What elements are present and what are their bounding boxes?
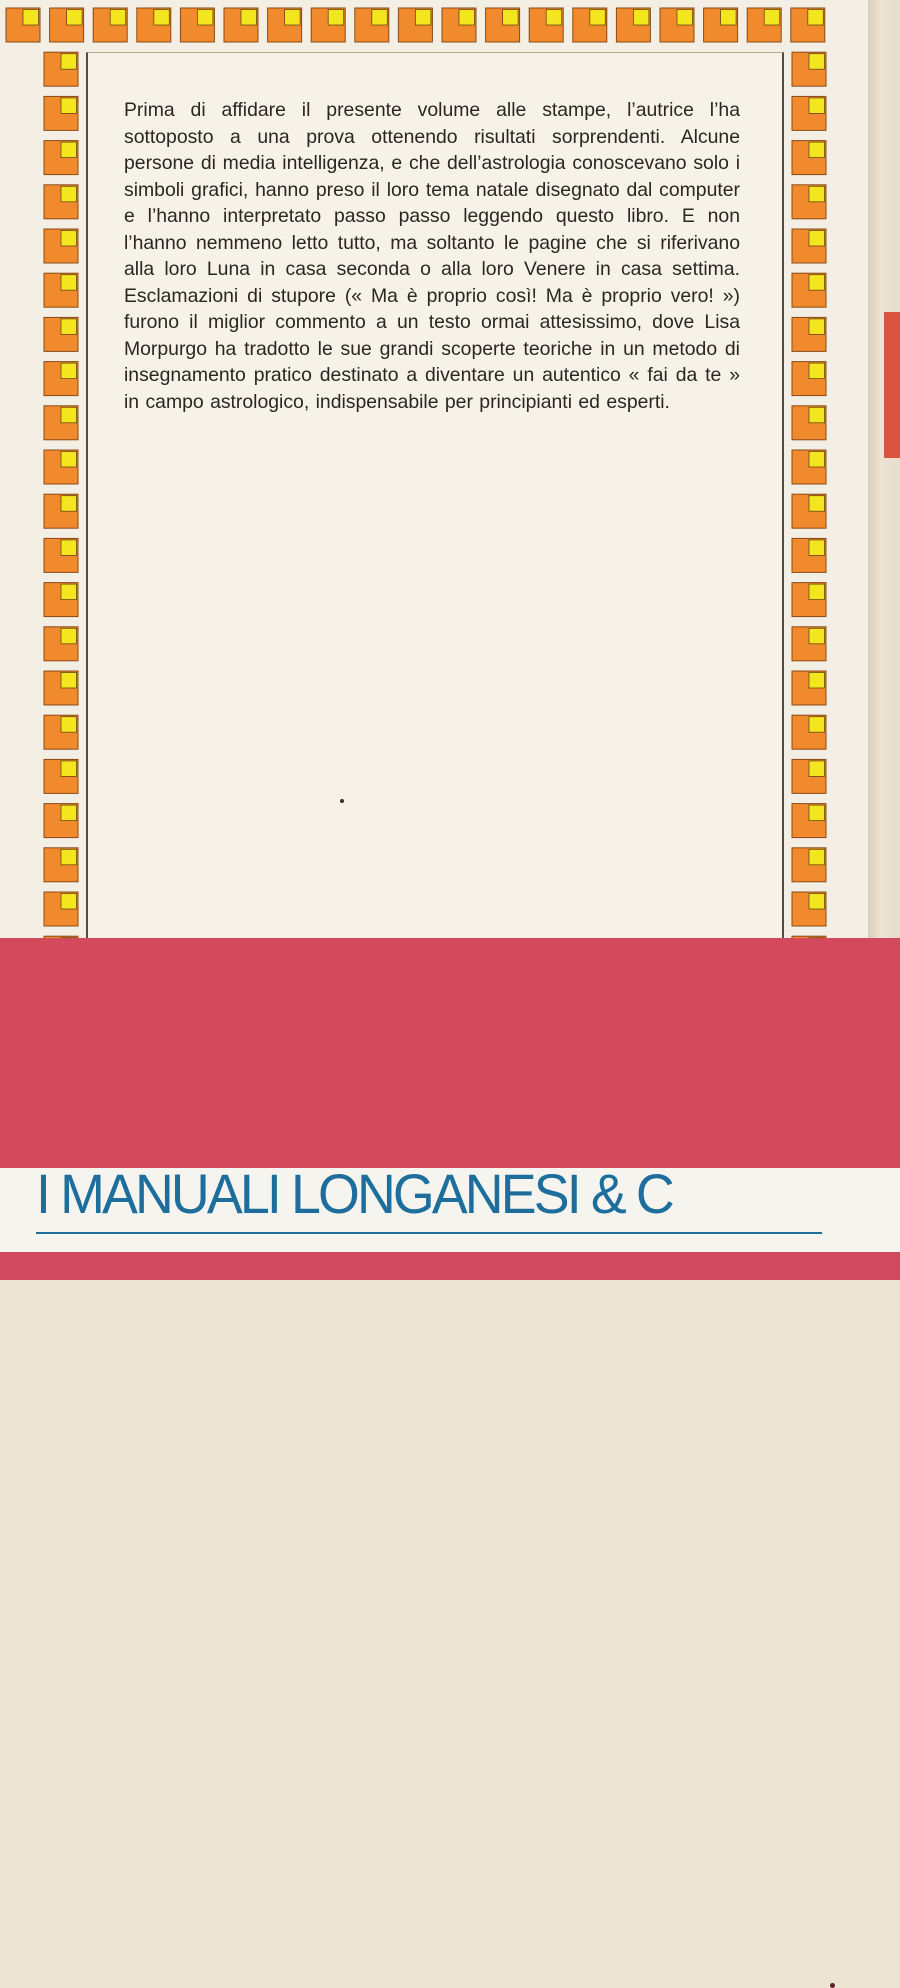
border-tile bbox=[44, 52, 78, 86]
border-tile bbox=[792, 52, 826, 86]
border-tile bbox=[44, 627, 78, 661]
red-band bbox=[0, 938, 900, 1170]
paper-speck bbox=[340, 799, 344, 803]
border-tile bbox=[44, 538, 78, 572]
border-tile bbox=[792, 229, 826, 263]
border-tile bbox=[792, 583, 826, 617]
spine-red-mark bbox=[884, 312, 900, 458]
border-tile bbox=[44, 362, 78, 396]
border-tile bbox=[792, 671, 826, 705]
border-tile bbox=[44, 848, 78, 882]
border-tile bbox=[792, 892, 826, 926]
border-tile bbox=[486, 8, 520, 42]
border-tile bbox=[93, 8, 127, 42]
border-tile bbox=[137, 8, 171, 42]
border-tile bbox=[44, 185, 78, 219]
border-tile bbox=[180, 8, 214, 42]
bottom-red-edge bbox=[0, 1252, 900, 1280]
border-tile bbox=[792, 317, 826, 351]
cover-blurb-text: Prima di affidare il presente volume alle stampe, l’autrice l’ha sottoposto a una prova ottenendo risultati sorprendenti. Alcune persone di media intelligenza, e che dell’astrologia conoscevano solo i simboli grafici, hanno preso il loro tema natale disegnato dal computer e l’hanno interpretato passo passo leggendo questo libro. E non l’hanno nemmeno letto tutto, ma soltanto le pagine che si riferivano alla loro Luna in casa seconda o alla loro Venere in casa settima. Esclamazioni di stupore (« Ma è proprio così! Ma è proprio vero! ») furono il miglior commento a un testo ormai attesissimo, dove Lisa Morpurgo ha tradotto le sue grandi scoperte teoriche in un metodo di insegnamento pratico destinato a diventare un autentico « fai da te » in campo astrologico, indispensabile per principianti ed esperti. bbox=[124, 99, 740, 413]
border-tile bbox=[792, 848, 826, 882]
border-tile bbox=[792, 759, 826, 793]
border-tile bbox=[792, 406, 826, 440]
border-tile bbox=[792, 450, 826, 484]
border-tile bbox=[44, 273, 78, 307]
border-tile bbox=[573, 8, 607, 42]
border-tile bbox=[792, 804, 826, 838]
border-tile bbox=[792, 715, 826, 749]
border-tile bbox=[44, 494, 78, 528]
border-tile bbox=[704, 8, 738, 42]
border-tile bbox=[792, 494, 826, 528]
series-title: I MANUALI LONGANESI & C bbox=[36, 1162, 672, 1225]
border-tile bbox=[355, 8, 389, 42]
border-tile bbox=[792, 362, 826, 396]
series-title-rule bbox=[36, 1232, 822, 1234]
border-tile bbox=[44, 759, 78, 793]
band-speck bbox=[830, 1983, 835, 1988]
border-tile bbox=[44, 715, 78, 749]
border-tile bbox=[44, 229, 78, 263]
border-tile bbox=[792, 185, 826, 219]
border-tile bbox=[44, 96, 78, 130]
border-tile bbox=[6, 8, 40, 42]
border-tile bbox=[660, 8, 694, 42]
border-tile bbox=[44, 450, 78, 484]
border-tile bbox=[529, 8, 563, 42]
border-tile bbox=[792, 627, 826, 661]
border-tile bbox=[442, 8, 476, 42]
border-tile bbox=[792, 96, 826, 130]
border-tile bbox=[44, 141, 78, 175]
border-tile bbox=[398, 8, 432, 42]
border-tile bbox=[44, 317, 78, 351]
border-tile bbox=[224, 8, 258, 42]
border-tile bbox=[268, 8, 302, 42]
border-tile bbox=[44, 406, 78, 440]
border-tile bbox=[50, 8, 84, 42]
border-tile bbox=[792, 273, 826, 307]
border-tile bbox=[44, 804, 78, 838]
border-tile bbox=[44, 892, 78, 926]
border-tile bbox=[44, 671, 78, 705]
border-tile bbox=[44, 583, 78, 617]
border-tile bbox=[791, 8, 825, 42]
border-tile bbox=[747, 8, 781, 42]
border-tile bbox=[792, 141, 826, 175]
border-tile bbox=[616, 8, 650, 42]
border-tile bbox=[311, 8, 345, 42]
blurb-panel bbox=[86, 52, 784, 953]
border-tile bbox=[792, 538, 826, 572]
